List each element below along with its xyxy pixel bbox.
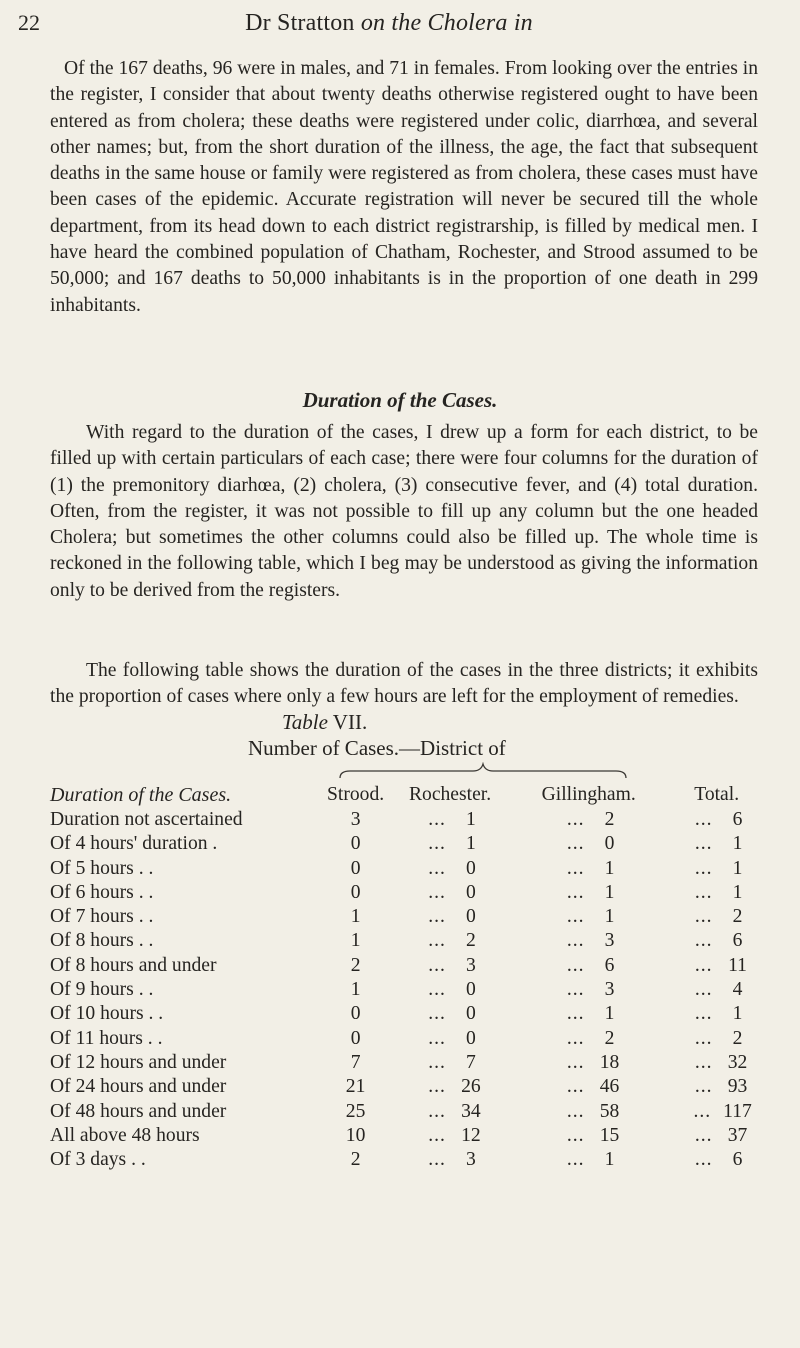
cell-total (663, 1148, 770, 1172)
leader-dots: ... (693, 1100, 712, 1122)
leader-dots: ... (694, 979, 713, 1001)
leader-dots: ... (566, 1100, 585, 1122)
cell-value: 46 (599, 1076, 620, 1098)
table-body (50, 808, 770, 1172)
leader-dots: ... (694, 1003, 713, 1025)
paragraph-duration: With regard to the duration of the cases, I drew up a form for each district, to be filled up with certain particulars of each case; there were four columns for the duration of (1) the premonitory diarhœa, (2) cholera, (3) consecutive fever, and (4) total duration. Often, from the register, it was not possible to fill up any column but the one headed Cholera; but sometimes the other columns could also be filled up. The whole time is reckoned in the following table, which I beg may be understood as giving the information only to be derived from the registers. (50, 422, 758, 601)
cell-total (663, 1124, 770, 1148)
cell-strood (325, 881, 386, 905)
cell-strood (325, 1100, 386, 1124)
leader-dots: ... (694, 1051, 713, 1073)
row-label: Of 8 hours . . (50, 930, 154, 952)
cell-strood (325, 1027, 386, 1051)
cell-value: 0 (350, 881, 361, 903)
leader-dots: ... (428, 979, 446, 1001)
column-header-strood: Strood. (327, 784, 385, 805)
leader-dots: ... (566, 1003, 585, 1025)
running-title (18, 10, 760, 37)
cell-value: 2 (732, 906, 743, 928)
cell-value: 21 (345, 1076, 366, 1098)
cell-total (663, 832, 770, 856)
cell-gillingham (514, 929, 663, 953)
cell-rochester (386, 1124, 514, 1148)
column-header-gillingham: Gillingham. (541, 784, 636, 805)
table-row (50, 954, 770, 978)
leader-dots: ... (428, 833, 446, 855)
row-label: Of 10 hours . . (50, 1003, 164, 1025)
cell-value: 3 (465, 954, 476, 976)
cell-value: 6 (732, 809, 743, 830)
cell-total (663, 954, 770, 978)
table-row (50, 1124, 770, 1148)
cell-value: 6 (732, 1149, 743, 1171)
cell-value: 0 (465, 906, 476, 928)
cell-value: 1 (604, 906, 615, 928)
row-label: Of 12 hours and under (50, 1051, 227, 1073)
row-label: Of 8 hours and under (50, 954, 217, 976)
table-row (50, 1100, 770, 1124)
cell-value: 1 (350, 979, 361, 1001)
cell-value: 11 (728, 954, 747, 976)
row-label: Of 24 hours and under (50, 1076, 227, 1098)
leader-dots: ... (694, 930, 713, 952)
cell-value: 1 (465, 809, 476, 830)
leader-dots: ... (694, 881, 713, 903)
leader-dots: ... (566, 1076, 585, 1098)
cell-value: 0 (604, 833, 615, 855)
cell-value: 0 (465, 857, 476, 879)
cell-strood (325, 1002, 386, 1026)
cell-strood (325, 832, 386, 856)
table-row (50, 929, 770, 953)
cell-value: 0 (350, 1027, 361, 1049)
cell-rochester (386, 905, 514, 929)
leader-dots: ... (694, 954, 713, 976)
cell-gillingham (514, 881, 663, 905)
row-label: Of 9 hours . . (50, 979, 154, 1001)
cell-value: 2 (350, 954, 361, 976)
cell-value: 1 (465, 833, 476, 855)
cell-rochester (386, 929, 514, 953)
paragraph-table-intro: The following table shows the duration of the cases in the three districts; it exhibits the proportion of cases where only a few hours are left for the employment of remedies. (50, 660, 758, 708)
table-subtitle: Number of Cases.—District of (248, 736, 506, 760)
cell-rochester (386, 881, 514, 905)
cell-value: 2 (350, 1149, 361, 1171)
cell-total (663, 857, 770, 881)
cell-value: 10 (345, 1124, 366, 1146)
cell-value: 3 (350, 809, 361, 830)
leader-dots: ... (566, 954, 585, 976)
cell-value: 34 (461, 1100, 481, 1122)
cell-value: 0 (350, 1003, 361, 1025)
cell-value: 0 (350, 833, 361, 855)
leader-dots: ... (428, 1076, 446, 1098)
cell-value: 1 (604, 1003, 615, 1025)
cell-gillingham (514, 978, 663, 1002)
cell-value: 2 (604, 809, 615, 830)
row-header-cell: Duration of the Cases. (50, 784, 232, 806)
table-row (50, 1051, 770, 1075)
leader-dots: ... (428, 930, 446, 952)
cell-rochester (386, 1148, 514, 1172)
cell-value: 18 (599, 1051, 620, 1073)
cell-gillingham (514, 954, 663, 978)
cell-gillingham (514, 1148, 663, 1172)
cell-rochester (386, 1100, 514, 1124)
leader-dots: ... (428, 1003, 446, 1025)
section-heading: Duration of the Cases. (302, 388, 498, 412)
column-header-rochester: Rochester. (408, 784, 492, 805)
cell-strood (325, 905, 386, 929)
cell-value: 1 (604, 881, 615, 903)
leader-dots: ... (566, 930, 585, 952)
row-label: Of 48 hours and under (50, 1100, 227, 1122)
cell-rochester (386, 1002, 514, 1026)
leader-dots: ... (428, 954, 446, 976)
cell-value: 1 (604, 1149, 615, 1171)
cell-value: 0 (465, 979, 476, 1001)
row-label: Of 4 hours' duration . (50, 833, 218, 855)
cell-value: 6 (732, 930, 743, 952)
table-row (50, 832, 770, 856)
cell-rochester (386, 832, 514, 856)
cell-strood (325, 954, 386, 978)
leader-dots: ... (694, 906, 713, 928)
table-row (50, 1027, 770, 1051)
cell-strood (325, 857, 386, 881)
cell-value: 3 (465, 1149, 476, 1171)
leader-dots: ... (566, 906, 585, 928)
cell-value: 0 (465, 881, 476, 903)
cell-value: 1 (732, 1003, 743, 1025)
leader-dots: ... (566, 809, 585, 830)
cell-value: 2 (604, 1027, 615, 1049)
cell-gillingham (514, 1100, 663, 1124)
leader-dots: ... (694, 1076, 713, 1098)
leader-dots: ... (694, 833, 713, 855)
running-title-author: Dr Stratton (245, 10, 361, 36)
cell-value: 1 (732, 881, 743, 903)
leader-dots: ... (694, 809, 713, 830)
leader-dots: ... (566, 1027, 585, 1049)
cell-total (663, 881, 770, 905)
cell-value: 32 (727, 1051, 748, 1073)
cell-value: 15 (599, 1124, 620, 1146)
leader-dots: ... (428, 857, 446, 879)
leader-dots: ... (566, 833, 585, 855)
paragraph-deaths: Of the 167 deaths, 96 were in males, and 71 in females. From looking over the entries in the register, I consider that about twenty deaths otherwise registered ought to have been entered as from cholera; these deaths were registered under colic, diarrhœa, and several other names; but, from the short duration of the illness, the age, the fact that subsequent deaths in the same house or family were registered as from cholera, these cases must have been cases of the epidemic. Accurate registration will never be secured till the whole department, from its head down to each district registrarship, is filled by medical men. I have heard the combined population of Chatham, Rochester, and Strood assumed to be 50,000; and 167 deaths to 50,000 inhabitants is in the proportion of one death in 299 inhabitants. (50, 58, 758, 316)
cell-value: 2 (732, 1027, 743, 1049)
cell-total (663, 1075, 770, 1099)
cell-gillingham (514, 1075, 663, 1099)
cell-value: 0 (465, 1027, 476, 1049)
cell-strood (325, 1124, 386, 1148)
cell-value: 0 (465, 1003, 476, 1025)
table-label-word: Table (282, 710, 328, 734)
cell-strood (325, 978, 386, 1002)
table-label-number: VII. (327, 710, 368, 734)
cell-total (663, 905, 770, 929)
row-label: Of 7 hours . . (50, 906, 154, 928)
cell-value: 1 (604, 857, 615, 879)
duration-table (50, 782, 770, 1172)
leader-dots: ... (566, 1124, 585, 1146)
cell-value: 117 (723, 1100, 752, 1122)
cell-rochester (386, 1051, 514, 1075)
cell-strood (325, 1075, 386, 1099)
leader-dots: ... (428, 1100, 446, 1122)
row-label: Of 11 hours . . (50, 1027, 163, 1049)
table-row (50, 857, 770, 881)
cell-rochester (386, 1027, 514, 1051)
cell-gillingham (514, 832, 663, 856)
leader-dots: ... (694, 857, 713, 879)
table-row (50, 1075, 770, 1099)
cell-gillingham (514, 905, 663, 929)
cell-total (663, 808, 770, 832)
cell-strood (325, 808, 386, 832)
cell-value: 6 (604, 954, 615, 976)
cell-value: 37 (727, 1124, 748, 1146)
row-label: Duration not ascertained (50, 809, 243, 830)
cell-gillingham (514, 808, 663, 832)
cell-total (663, 978, 770, 1002)
cell-value: 58 (599, 1100, 620, 1122)
cell-total (663, 1002, 770, 1026)
cell-total (663, 1027, 770, 1051)
cell-gillingham (514, 1027, 663, 1051)
cell-value: 3 (604, 930, 615, 952)
leader-dots: ... (566, 1051, 585, 1073)
district-brace (338, 762, 628, 780)
cell-rochester (386, 857, 514, 881)
leader-dots: ... (566, 1149, 585, 1171)
cell-value: 1 (350, 906, 361, 928)
cell-rochester (386, 808, 514, 832)
cell-value: 1 (732, 857, 743, 879)
cell-gillingham (514, 1002, 663, 1026)
leader-dots: ... (694, 1027, 713, 1049)
leader-dots: ... (428, 881, 446, 903)
row-label: Of 3 days . . (50, 1149, 146, 1171)
leader-dots: ... (566, 881, 585, 903)
running-head (18, 10, 760, 44)
leader-dots: ... (428, 1124, 446, 1146)
cell-total (663, 1100, 770, 1124)
cell-value: 3 (604, 979, 615, 1001)
cell-value: 7 (465, 1051, 476, 1073)
leader-dots: ... (694, 1124, 713, 1146)
cell-value: 1 (350, 930, 361, 952)
leader-dots: ... (428, 1051, 446, 1073)
leader-dots: ... (428, 809, 446, 830)
cell-value: 2 (465, 930, 476, 952)
cell-rochester (386, 978, 514, 1002)
cell-strood (325, 1148, 386, 1172)
cell-value: 12 (461, 1124, 481, 1146)
table-row (50, 881, 770, 905)
page-number: 22 (18, 10, 40, 35)
column-header-total: Total. (694, 784, 740, 805)
row-label: Of 6 hours . . (50, 881, 154, 903)
table-row (50, 905, 770, 929)
cell-value: 93 (727, 1076, 748, 1098)
leader-dots: ... (566, 857, 585, 879)
table-row (50, 1002, 770, 1026)
cell-strood (325, 929, 386, 953)
cell-rochester (386, 954, 514, 978)
table-label (0, 710, 800, 735)
leader-dots: ... (566, 979, 585, 1001)
cell-total (663, 1051, 770, 1075)
cell-value: 1 (732, 833, 743, 855)
leader-dots: ... (428, 1027, 446, 1049)
cell-strood (325, 1051, 386, 1075)
cell-value: 25 (345, 1100, 366, 1122)
cell-value: 26 (461, 1076, 481, 1098)
cell-value: 7 (350, 1051, 361, 1073)
cell-gillingham (514, 1124, 663, 1148)
cell-rochester (386, 1075, 514, 1099)
table-row (50, 978, 770, 1002)
row-label: All above 48 hours (50, 1124, 200, 1146)
table-row (50, 1148, 770, 1172)
table-header-row (50, 782, 770, 808)
leader-dots: ... (428, 1149, 446, 1171)
cell-value: 4 (732, 979, 743, 1001)
leader-dots: ... (428, 906, 446, 928)
cell-value: 0 (350, 857, 361, 879)
cell-gillingham (514, 857, 663, 881)
row-label: Of 5 hours . . (50, 857, 154, 879)
leader-dots: ... (694, 1149, 713, 1171)
running-title-subject: on the Cholera in (360, 10, 533, 36)
cell-total (663, 929, 770, 953)
cell-gillingham (514, 1051, 663, 1075)
table-row (50, 808, 770, 832)
